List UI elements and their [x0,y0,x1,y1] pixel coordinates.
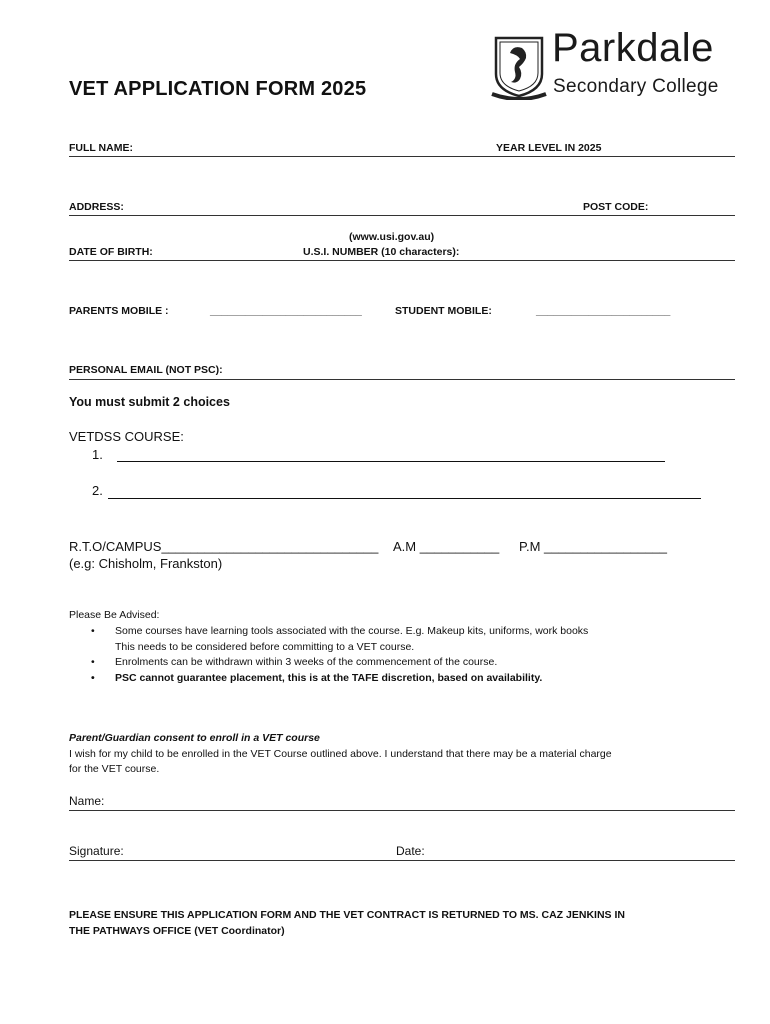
footer-notice-line2: THE PATHWAYS OFFICE (VET Coordinator) [69,925,285,937]
signature-label: Signature: [69,844,124,858]
rto-example: (e.g: Chisholm, Frankston) [69,556,223,571]
parents-mobile-label: PARENTS MOBILE : [69,305,169,317]
consent-text-line2: for the VET course. [69,763,160,775]
post-code-label: POST CODE: [583,201,649,213]
advice-item-text: Some courses have learning tools associated with the course. E.g. Makeup kits, uniforms, work books [115,625,589,637]
full-name-label: FULL NAME: [69,142,133,154]
address-line[interactable] [69,215,735,216]
advice-item [69,624,729,655]
advice-item-text: PSC cannot guarantee placement, this is at the TAFE discretion, based on availability. [115,671,543,684]
advice-item-text: Enrolments can be withdrawn within 3 weeks of the commencement of the course. [115,656,498,668]
rto-am-field[interactable]: A.M ___________ [393,539,500,554]
signature-line[interactable] [69,860,735,861]
seahorse-crest-icon [490,34,548,100]
logo-name-big: Parkdale [552,26,714,70]
choice-1-line[interactable] [117,461,665,462]
advice-item-text-cont: This needs to be considered before committing to a VET course. [115,640,415,653]
usi-url: (www.usi.gov.au) [349,231,435,243]
logo-name-small: Secondary College [553,76,719,97]
dob-usi-line[interactable] [69,260,735,261]
advice-list [69,624,729,686]
consent-text-line1: I wish for my child to be enrolled in the VET Course outlined above. I understand that there may be a material charge [69,748,612,760]
choice-1-number: 1. [92,447,103,462]
address-label: ADDRESS: [69,201,124,213]
full-name-line[interactable] [69,156,735,157]
year-level-label: YEAR LEVEL IN 2025 [496,142,602,154]
date-of-birth-label: DATE OF BIRTH: [69,246,153,258]
page-title: VET APPLICATION FORM 2025 [69,78,367,100]
advice-heading: Please Be Advised: [69,609,160,621]
personal-email-label: PERSONAL EMAIL (NOT PSC): [69,364,223,376]
parents-mobile-field[interactable]: __________________________ [210,305,362,317]
school-logo [490,26,735,102]
footer-notice-line1: PLEASE ENSURE THIS APPLICATION FORM AND THE VET CONTRACT IS RETURNED TO MS. CAZ JENKINS IN [69,909,625,921]
student-mobile-field[interactable]: _______________________ [536,305,671,317]
choice-2-line[interactable] [108,498,701,499]
name-label: Name: [69,794,105,808]
email-line[interactable] [69,379,735,380]
choices-instruction: You must submit 2 choices [69,395,230,409]
date-label: Date: [396,844,425,858]
rto-pm-field[interactable]: P.M _________________ [519,539,667,554]
course-label: VETDSS COURSE: [69,429,184,444]
usi-number-label: U.S.I. NUMBER (10 characters): [303,246,460,258]
student-mobile-label: STUDENT MOBILE: [395,305,492,317]
consent-heading: Parent/Guardian consent to enroll in a VET course [69,732,320,744]
choice-2-number: 2. [92,483,103,498]
name-line[interactable] [69,810,735,811]
rto-campus-field[interactable]: R.T.O/CAMPUS______________________________ [69,539,379,554]
advice-item [69,655,729,671]
advice-item [69,671,729,687]
